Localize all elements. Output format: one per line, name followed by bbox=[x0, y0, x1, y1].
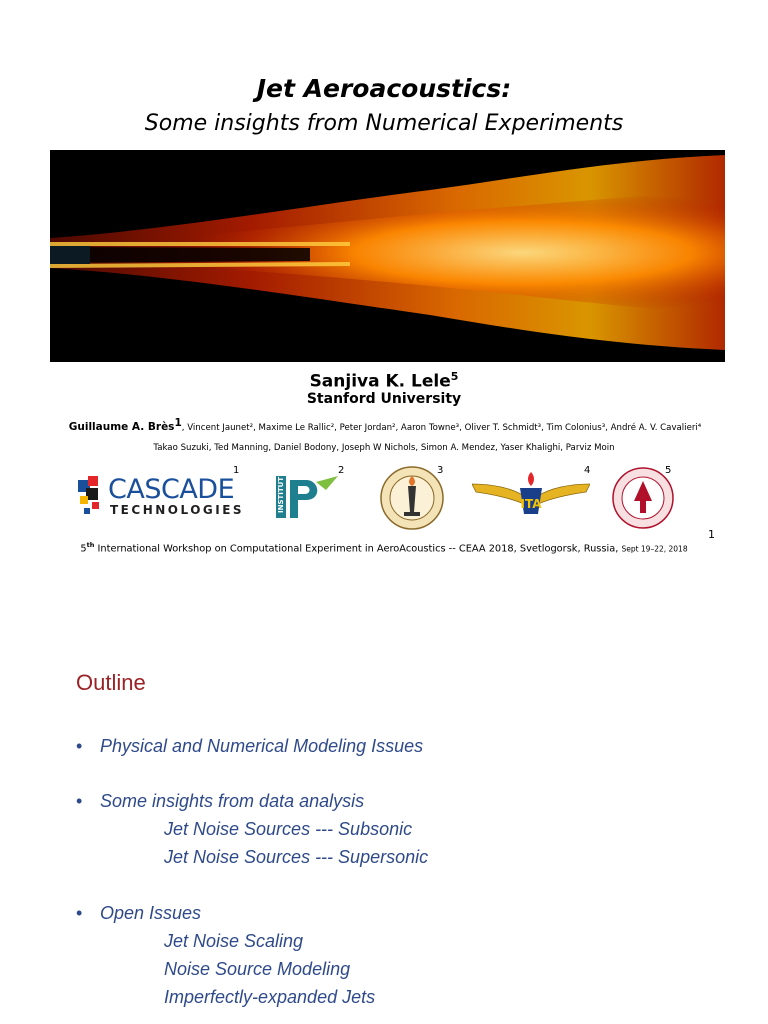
cascade-subtitle: TECHNOLOGIES bbox=[110, 503, 245, 517]
outline-subitem: Noise Source Modeling bbox=[164, 959, 351, 979]
presenter-sup: 5 bbox=[450, 370, 459, 383]
cascade-wordmark: CASCADE bbox=[108, 474, 235, 505]
pprime-logo bbox=[276, 476, 340, 520]
lead-author-sup: 1 bbox=[174, 417, 182, 429]
jet-flow-image bbox=[50, 150, 725, 362]
outline-bullet-3 bbox=[76, 903, 201, 924]
caltech-seal-icon bbox=[380, 466, 444, 530]
cascade-squares-icon bbox=[78, 476, 106, 518]
outline-bullet-1 bbox=[76, 736, 423, 757]
jet-flame-graphic bbox=[50, 150, 725, 362]
presenter-text: Sanjiva K. Lele bbox=[309, 371, 451, 392]
workshop-ordinal: 5 bbox=[80, 543, 87, 555]
logo-number-2: 2 bbox=[338, 465, 345, 476]
logo-number-1: 1 bbox=[233, 465, 240, 476]
slide-title: Jet Aeroacoustics: bbox=[256, 74, 512, 103]
svg-text:ITA: ITA bbox=[520, 497, 542, 511]
bullet-label: Physical and Numerical Modeling Issues bbox=[100, 736, 424, 756]
bullet-label: Some insights from data analysis bbox=[100, 791, 365, 811]
outline-subitem: Jet Noise Sources --- Subsonic bbox=[164, 819, 413, 839]
lead-author: Guillaume A. Brès bbox=[68, 420, 175, 433]
slide-subtitle: Some insights from Numerical Experiments bbox=[144, 111, 624, 136]
pprime-text: INSTITUT bbox=[277, 476, 285, 513]
authors-line-1 bbox=[40, 418, 730, 433]
logo-number-4: 4 bbox=[584, 465, 591, 476]
ita-wings-icon bbox=[472, 470, 590, 522]
authors-line-2: Takao Suzuki, Ted Manning, Daniel Bodony, Joseph W Nichols, Simon A. Mendez, Yaser Khalighi, Parviz Moin bbox=[153, 443, 615, 453]
slide-number: 1 bbox=[708, 528, 715, 541]
coauthors: , Vincent Jaunet², Maxime Le Rallic², Peter Jordan², Aaron Towne³, Oliver T. Schmidt³, Tim Colonius³, André A. V. Cavalieri⁴ bbox=[181, 422, 702, 433]
logo-number-3: 3 bbox=[437, 465, 444, 476]
workshop-text: International Workshop on Computational Experiment in AeroAcoustics -- CEAA 2018, Svetlogorsk, Russia, bbox=[94, 543, 622, 555]
presenter-affiliation: Stanford University bbox=[306, 391, 462, 407]
ita-logo bbox=[472, 470, 590, 522]
presenter-name bbox=[0, 370, 768, 392]
bullet-dot: • bbox=[76, 903, 83, 923]
workshop-ordinal-sup: th bbox=[86, 541, 95, 549]
outline-subitem: Imperfectly-expanded Jets bbox=[164, 987, 376, 1007]
workshop-dates: Sept 19–22, 2018 bbox=[621, 544, 688, 554]
logo-number-5: 5 bbox=[665, 465, 672, 476]
bullet-label: Open Issues bbox=[100, 903, 202, 923]
stanford-seal-icon bbox=[612, 467, 674, 529]
caltech-seal bbox=[380, 466, 444, 530]
bullet-dot: • bbox=[76, 736, 83, 756]
outline-title: Outline bbox=[76, 670, 146, 695]
stanford-seal bbox=[612, 467, 674, 529]
pprime-p-icon bbox=[276, 476, 340, 520]
bullet-dot: • bbox=[76, 791, 83, 811]
outline-bullet-2 bbox=[76, 791, 364, 812]
outline-subitem: Jet Noise Sources --- Supersonic bbox=[164, 847, 429, 867]
outline-subitem: Jet Noise Scaling bbox=[164, 931, 304, 951]
workshop-line bbox=[0, 541, 768, 554]
